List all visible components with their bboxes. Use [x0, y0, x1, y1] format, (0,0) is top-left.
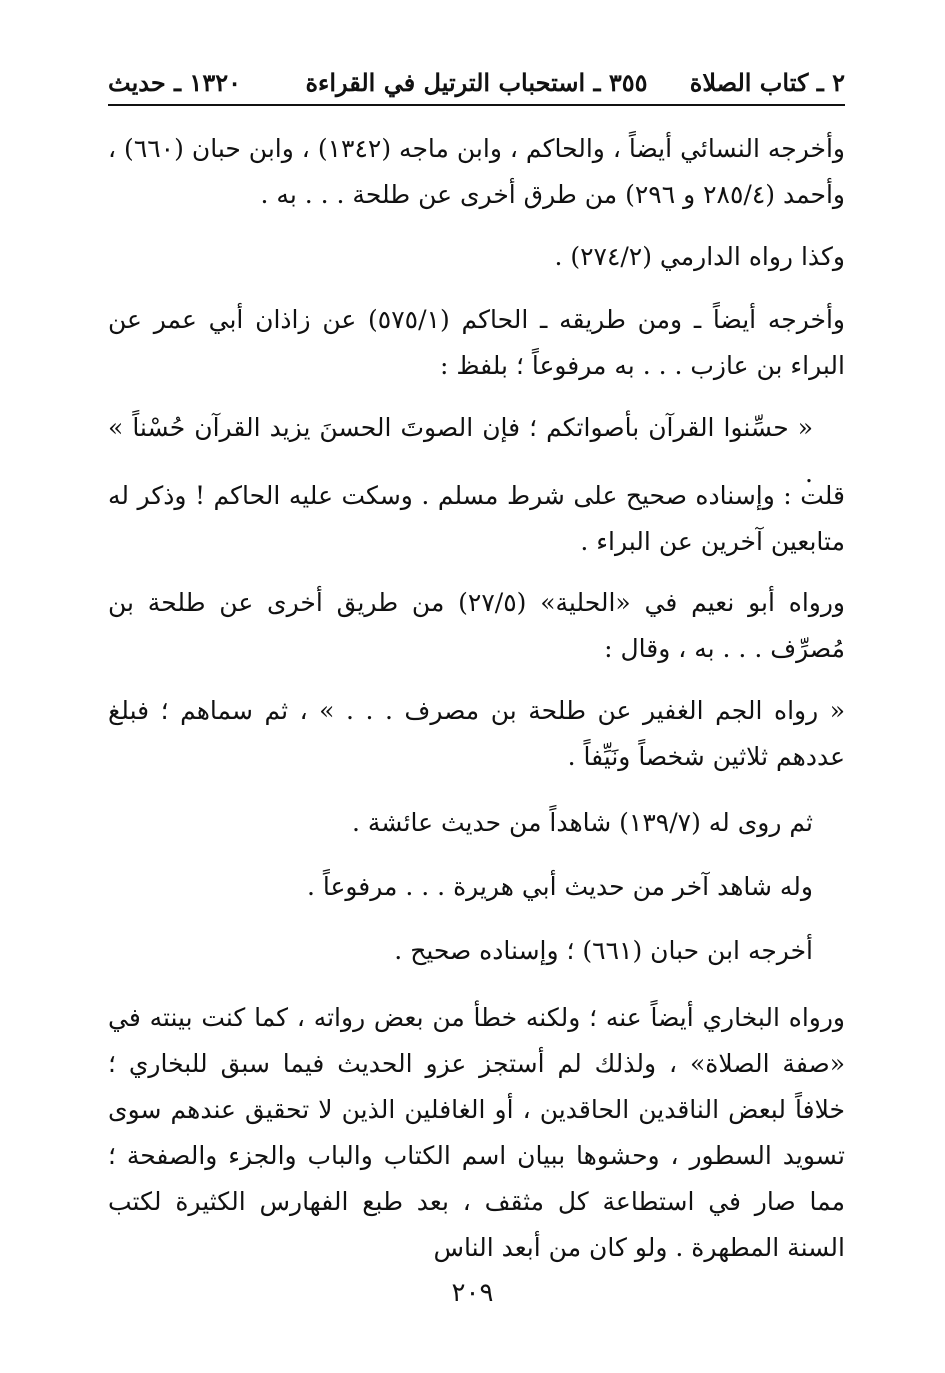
running-header [108, 60, 845, 106]
header-section: ٣٥٥ ـ استحباب الترتيل في القراءة [305, 68, 648, 97]
page-number: ٢٠٩ [451, 1278, 494, 1308]
header-chapter: ٢ ـ كتاب الصلاة [689, 68, 845, 97]
paragraph-isnad-comment: قلت : وإسناده صحيح على شرط مسلم . وسكت عليه الحاكم ! وذكر له متابعين آخرين عن البراء . [108, 481, 845, 556]
paragraph-aisha-witness: ثم روى له (١٣٩/٧) شاهداً من حديث عائشة . [351, 808, 813, 837]
paragraph-ibn-hibban: أخرجه ابن حبان (٦٦١) ؛ وإسناده صحيح . [394, 936, 813, 965]
paragraph-hadith-text: « حسِّنوا القرآن بأصواتكم ؛ فإن الصوتَ الحسنَ يزيد القرآن حُسْناً » . [108, 413, 813, 488]
paragraph-hakim-zadhan: وأخرجه أيضاً ـ ومن طريقه ـ الحاكم (٥٧٥/١) عن زاذان أبي عمر عن البراء بن عازب . . . به مرفوعاً ؛ بلفظ : [108, 305, 846, 380]
paragraph-bukhari-note: ورواه البخاري أيضاً عنه ؛ ولكنه خطأ من بعض رواته ، كما كنت بينته في «صفة الصلاة» ، ولذلك لم أستجز عزو الحديث فيما سبق للبخاري ؛ خلافاً لبعض الناقدين الحاقدين ، أو الغافلين الذين لا تحقيق عندهم سوى تسويد السطور ، وحشوها ببيان اسم الكتاب والباب والجزء والصفحة ؛ مما صار في استطاعة كل مثقف ، بعد طبع الفهارس الكثيرة لكتب السنة المطهرة . ولو كان من أبعد الناس [108, 1003, 846, 1262]
header-hadith-number: ١٣٢٠ ـ حديث [108, 68, 241, 97]
paragraph-takhrij-nasai: وأخرجه النسائي أيضاً ، والحاكم ، وابن ماجه (١٣٤٢) ، وابن حبان (٦٦٠) ، وأحمد (٢٨٥/٤ و ٢٩٦) من طرق أخرى عن طلحة . . . به . [108, 134, 845, 209]
paragraph-darimi: وكذا رواه الدارمي (٢٧٤/٢) . [554, 242, 845, 271]
paragraph-abu-hurayra-witness: وله شاهد آخر من حديث أبي هريرة . . . مرفوعاً . [306, 872, 813, 901]
paragraph-jamm-ghafir: « رواه الجم الغفير عن طلحة بن مصرف . . . » ، ثم سماهم ؛ فبلغ عددهم ثلاثين شخصاً ونَيِّفاً . [108, 696, 845, 771]
paragraph-abu-nuaym: ورواه أبو نعيم في «الحلية» (٢٧/٥) من طريق أخرى عن طلحة بن مُصرِّف . . . به ، وقال : [108, 588, 845, 663]
